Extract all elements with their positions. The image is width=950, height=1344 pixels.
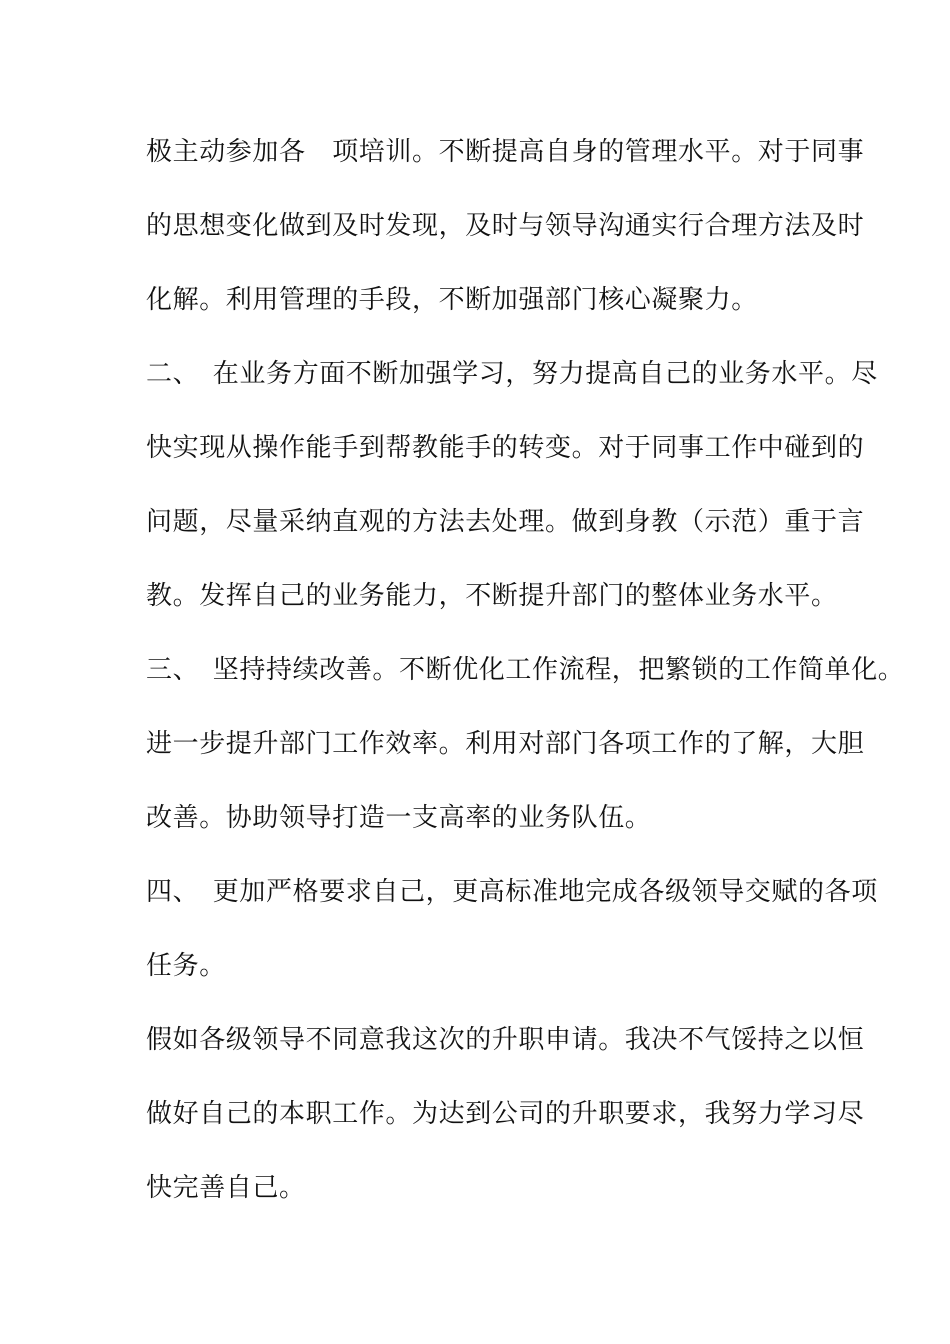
text-line: 化解。利用管理的手段，不断加强部门核心凝聚力。 — [146, 285, 758, 315]
text-line: 问题，尽量采纳直观的方法去处理。做到身教（示范）重于言 — [146, 507, 865, 537]
text-line: 教。发挥自己的业务能力，不断提升部门的整体业务水平。 — [146, 581, 838, 611]
text-line: 的思想变化做到及时发现，及时与领导沟通实行合理方法及时 — [146, 211, 865, 241]
list-item-4-line: 四、 更加严格要求自己，更高标准地完成各级领导交赋的各项 — [146, 877, 878, 907]
text-line: 极主动参加各 项培训。不断提高自身的管理水平。对于同事 — [146, 137, 865, 167]
text-line: 快完善自己。 — [146, 1173, 306, 1203]
text-line: 快实现从操作能手到帮教能手的转变。对于同事工作中碰到的 — [146, 433, 865, 463]
text-line: 做好自己的本职工作。为达到公司的升职要求，我努力学习尽 — [146, 1099, 865, 1129]
closing-paragraph-line: 假如各级领导不同意我这次的升职申请。我决不气馁持之以恒 — [146, 1025, 865, 1055]
list-item-3-line: 三、 坚持持续改善。不断优化工作流程，把繁锁的工作简单化。 — [146, 655, 905, 685]
list-item-2-line: 二、 在业务方面不断加强学习，努力提高自己的业务水平。尽 — [146, 359, 878, 389]
text-line: 进一步提升部门工作效率。利用对部门各项工作的了解，大胆 — [146, 729, 865, 759]
text-line: 任务。 — [146, 951, 226, 981]
text-line: 改善。协助领导打造一支高率的业务队伍。 — [146, 803, 652, 833]
